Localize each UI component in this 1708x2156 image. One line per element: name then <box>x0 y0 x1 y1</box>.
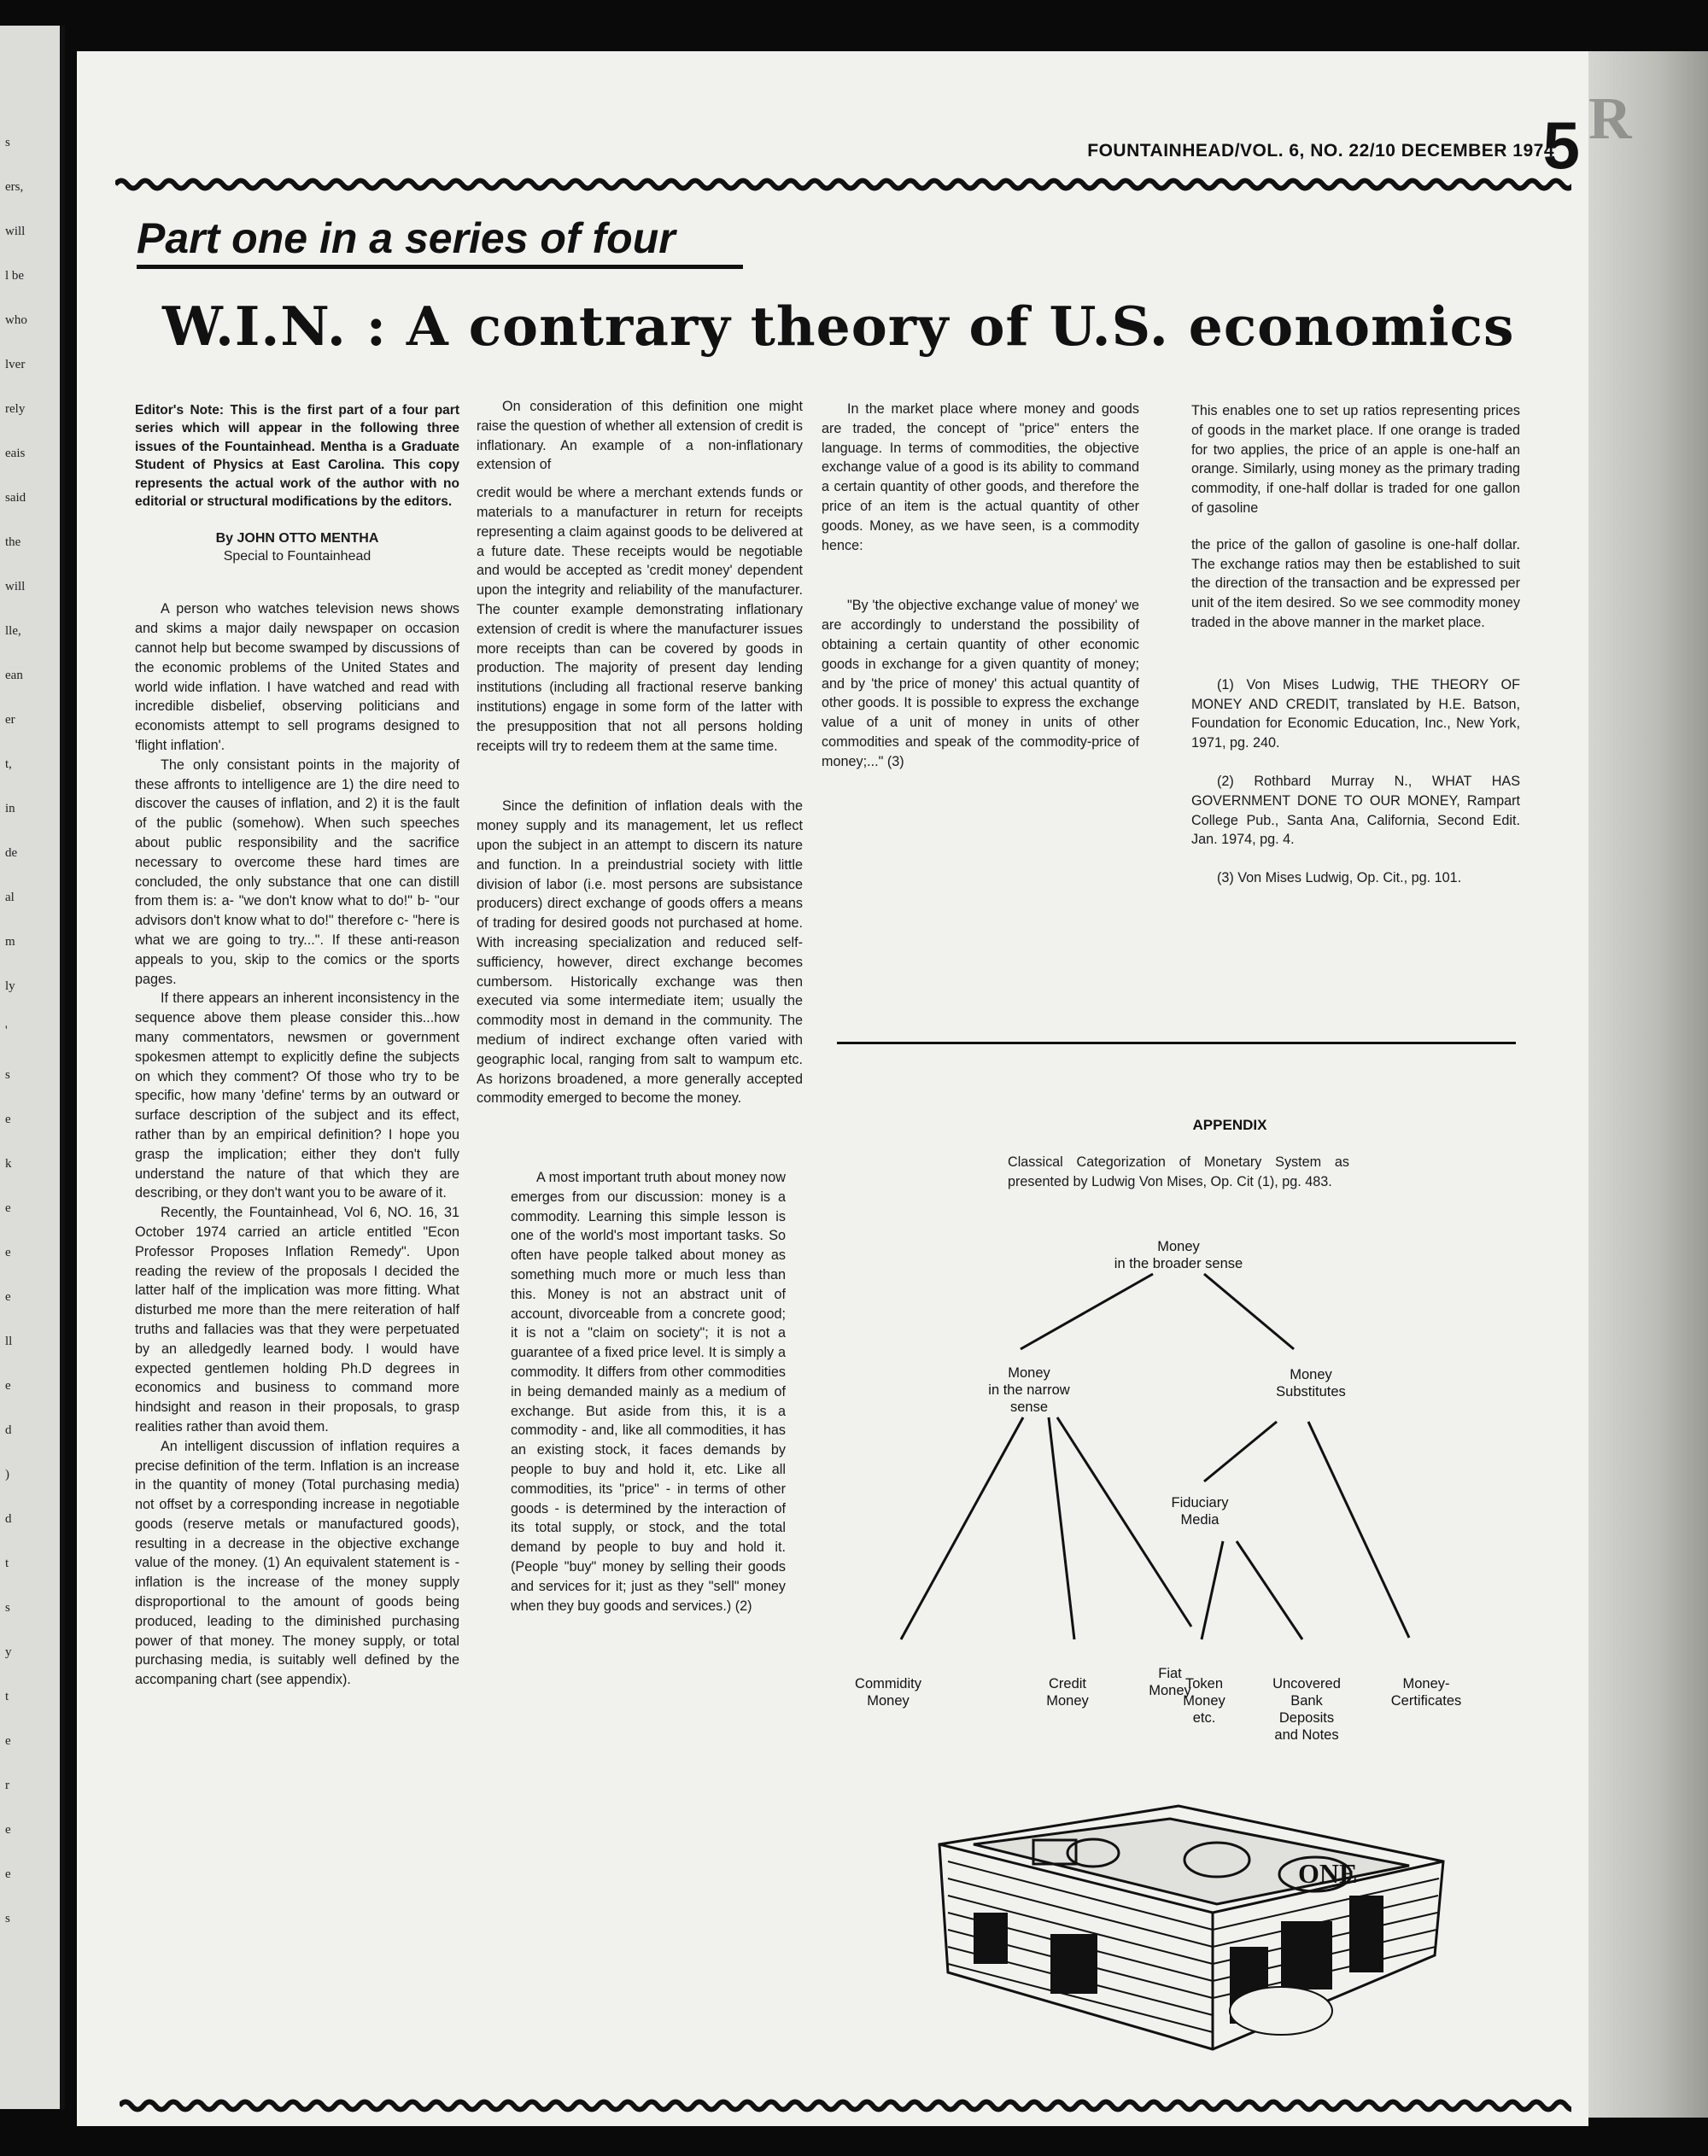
node-token-money <box>1153 1675 1255 1727</box>
paragraph: A most important truth about money now emerges from our discussion: money is a commodity. Learning this simple lesson is one of the world's most important tasks. So often have people talked about money as something much more or much less than this. Money is not an abstract unit of account, divorceable from a concrete good; it is not a "claim on society"; it is not a guarantee of a fixed price level. It is simply a commodity. It differs from other commodities in being demanded mainly as a medium of exchange. But aside from this, it is a commodity - and, like all commodities, it has an existing stock, it faces demands by people to buy and hold it, etc. Like all commodities, its "price" - in terms of other goods - is determined by the interaction of its total supply, or stock, and the total demand by people to buy and hold it. (People "buy" money by selling their goods and services for it; just as they "sell" money when they buy goods and services.) (2) <box>511 1170 786 1614</box>
edge-narrow-commodity <box>901 1417 1023 1639</box>
left-page-fragment: ers, <box>5 180 24 194</box>
left-page-fragment: will <box>5 580 26 593</box>
paragraph: On consideration of this definition one might raise the question of whether all extension of credit is inflationary. An example of a non-inflationary extension of <box>477 399 803 473</box>
editor-note: Editor's Note: This is the first part of a four part series which will appear in the following three issues of the Fountainhead. Mentha is a Graduate Student of Physics at East Carolina. This copy represents the actual work of the author with no editorial or structural modifications by the editors. <box>135 403 459 510</box>
left-page-fragment: k <box>5 1157 12 1171</box>
node-fiduciary-media <box>1140 1494 1260 1528</box>
left-page-fragment: ean <box>5 669 23 682</box>
left-page-fragment: e <box>5 1867 11 1881</box>
left-page-fragment: s <box>5 136 10 149</box>
left-page-fragment: eais <box>5 447 26 460</box>
left-page-fragment: said <box>5 491 26 505</box>
node-label: Fiduciary Media <box>1171 1495 1229 1528</box>
left-page-fragment: lver <box>5 358 26 371</box>
paragraph: Since the definition of inflation deals with the money supply and its management, let us reflect upon the subject in an attempt to discern its nature and function. In a preindustrial society with little division of labor (i.e. most persons are subsistance producers) direct exchange of goods offers a means of trading for desired goods not purchased at home. With increasing specialization and reduced self-sufficiency, however, direct exchange becomes cumbersom. Historically exchange was then executed via some intermediate item; usually the commodity most in demand in the community. The medium of indirect exchange often varied with geographic local, ranging from salt to wampum etc. As horizons broadened, a more generally accepted commodity emerged to become the money. <box>477 798 803 1107</box>
bill-denomination-text: ONE <box>1298 1858 1358 1889</box>
decorative-bottom-rule <box>120 2096 1571 2115</box>
page-number: 5 <box>1542 108 1580 183</box>
node-credit-money <box>1016 1675 1119 1709</box>
left-page-fragment: s <box>5 1068 10 1082</box>
left-page-fragment: e <box>5 1734 11 1748</box>
byline-author: By JOHN OTTO MENTHA <box>215 531 379 546</box>
edge-substitutes-certificates <box>1308 1422 1409 1638</box>
left-page-fragment: rely <box>5 402 26 416</box>
left-page-fragment: ly <box>5 979 15 993</box>
appendix-caption: Classical Categorization of Monetary System as presented by Ludwig Von Mises, Op. Cit (1), pg. 483. <box>1008 1154 1349 1189</box>
left-page-fragment: e <box>5 1379 11 1393</box>
node-uncovered-deposits <box>1247 1675 1366 1744</box>
decorative-top-rule <box>115 175 1571 194</box>
node-label: Money Substitutes <box>1276 1367 1346 1399</box>
left-page-fragment: the <box>5 535 21 549</box>
article-column-3 <box>822 400 1139 791</box>
article-column-2 <box>477 397 803 1634</box>
money-classification-tree <box>811 1204 1580 1759</box>
left-page-fragment: who <box>5 313 27 327</box>
appendix-divider <box>837 1042 1516 1044</box>
footnote: (3) Von Mises Ludwig, Op. Cit., pg. 101. <box>1217 870 1462 886</box>
left-page-fragment: s <box>5 1912 10 1925</box>
series-kicker: Part one in a series of four <box>137 213 743 269</box>
appendix-title: APPENDIX <box>1192 1117 1267 1133</box>
edge-substitutes-fiduciary <box>1204 1422 1277 1481</box>
paragraph: In the market place where money and goods are traded, the concept of "price" enters the language. In terms of commodities, the objective exchange value of a good is its ability to command a certain quantity of other goods, and therefore the price of an item is the actual quantity of other goods. Money, as we have seen, is a commodity hence: <box>822 401 1139 553</box>
node-commodity-money <box>828 1675 948 1709</box>
node-money-broader <box>1093 1238 1264 1272</box>
left-page-fragment: e <box>5 1201 11 1215</box>
headline: W.I.N. : A contrary theory of U.S. economics <box>162 295 1515 358</box>
left-page-fragment: ' <box>5 1024 8 1037</box>
footnote: (2) Rothbard Murray N., WHAT HAS GOVERNMENT DONE TO OUR MONEY, Rampart College Pub., Santa Ana, California, Second Edit. Jan. 1974, pg. 4. <box>1191 773 1520 848</box>
paragraph: The only consistant points in the majority of these affronts to intelligence are 1) the dire need to discover the causes of inflation, and 2) it is the fault of the public (somehow). When such speeches about public responsibility and the sacrifice necessary to overcome these hard times are concluded, the only substance that one can distill from them is: a- "we don't know what to do!" b- "our advisors don't know what to do!" therefore c- "here is what we are going to try...". If these anti-reason appeals to you, skip to the comics or the sports pages. <box>135 757 459 987</box>
left-page-fragment: d <box>5 1512 12 1526</box>
paragraph: the price of the gallon of gasoline is one-half dollar. The exchange ratios may then be established to suit the direction of the transaction and be expressed per unit of the item desired. So we see commodity money traded in the above manner in the market place. <box>1191 536 1520 630</box>
left-page-fragment: de <box>5 846 18 860</box>
node-label: Token Money etc. <box>1183 1676 1225 1726</box>
left-page-fragment: s <box>5 1601 10 1615</box>
paragraph: Recently, the Fountainhead, Vol 6, NO. 16, 31 October 1974 carried an article entitled "Econ Professor Proposes Inflation Remedy". Upon reading the review of the proposals I decided the latter half of the implication was more fitting. What disturbed me more than the mere reiteration of half truths and fallacies was that they were perpetuated by an alledgedly learned body. I would have expected gentlemen holding Ph.D degrees in economics and business to command more hindsight and reason in their proposals, to grasp realities rather than avoid them. <box>135 1205 459 1434</box>
money-stack-illustration <box>922 1793 1452 2092</box>
edge-narrow-credit <box>1049 1417 1074 1639</box>
node-label: Fiat Money <box>1149 1666 1191 1698</box>
left-page-fragment: ll <box>5 1335 13 1348</box>
adjacent-page-right: R <box>1580 51 1708 2118</box>
byline <box>135 529 459 565</box>
node-label: Uncovered Bank Deposits and Notes <box>1272 1676 1341 1743</box>
node-money-narrow <box>956 1364 1102 1416</box>
node-label: Commidity Money <box>855 1676 921 1709</box>
paragraph: An intelligent discussion of inflation requires a precise definition of the term. Inflation is an increase in the quantity of money (Total purchasing media) not offset by a corresponding increase in negotiable goods (reserve metals or manufactured goods), resulting in a decrease in the objective exchange value of the money. (1) An equivalent statement is - inflation is the increase of the money supply disproportional to the amount of goods being produced, leading to the diminished purchasing power of that money. The money supply, or total purchasing media, is suitably well defined by the accompaning chart (see appendix). <box>135 1438 459 1688</box>
byline-affiliation: Special to Fountainhead <box>223 549 371 564</box>
left-page-fragment: e <box>5 1246 11 1259</box>
left-page-fragment: y <box>5 1645 12 1659</box>
block-quote: "By 'the objective exchange value of money' we are accordingly to understand the possibility of obtaining a certain quantity of other economic goods in exchange for a given quantity of money; and by 'the price of money' this actual quantity of other goods. It is possible to express the exchange value of a unit of money in units of other commodities and speak of the commodity-price of money;..." (3) <box>822 598 1139 769</box>
paragraph: credit would be where a merchant extends funds or materials to a manufacturer in return for receipts representing a claim against goods to be delivered at a future date. These receipts would be negotiable and would be accepted as 'credit money' dependent upon the integrity and reliability of the manufacturer. The counter example demonstrating inflationary extension of credit is where the manufacturer issues more receipts than can be covered by goods in production. The majority of present day lending institutions (including all fractional reserve banking institutions) engage in some form of the latter with the presupposition that not all persons holding receipts will try to redeem them at the same time. <box>477 485 803 754</box>
left-page-fragment: t <box>5 1690 9 1703</box>
left-page-fragment: t, <box>5 757 12 771</box>
left-page-fragment: er <box>5 713 15 727</box>
left-page-fragment: l be <box>5 269 25 283</box>
footnote: (1) Von Mises Ludwig, THE THEORY OF MONEY AND CREDIT, translated by H.E. Batson, Foundation for Economic Education, Inc., New York, 1971, pg. 240. <box>1191 676 1520 751</box>
left-page-fragment: r <box>5 1779 9 1792</box>
article-column-1 <box>135 401 459 1690</box>
node-label: Money in the broader sense <box>1114 1239 1243 1271</box>
node-label: Credit Money <box>1046 1676 1089 1709</box>
publication-header: FOUNTAINHEAD/VOL. 6, NO. 22/10 DECEMBER 1974 <box>1087 141 1554 161</box>
left-page-fragment: in <box>5 802 15 815</box>
left-page-fragment: will <box>5 225 26 238</box>
left-page-fragment: lle, <box>5 624 21 638</box>
edge-fiduciary-token <box>1202 1541 1223 1639</box>
edge-fiduciary-uncovered <box>1237 1541 1302 1639</box>
left-page-fragment: ) <box>5 1468 9 1481</box>
node-money-substitutes <box>1238 1366 1383 1400</box>
article-column-4 <box>1191 401 1520 907</box>
left-page-fragment: d <box>5 1423 12 1437</box>
left-page-fragment: e <box>5 1290 11 1304</box>
paragraph: This enables one to set up ratios representing prices of goods in the market place. If one orange is traded for two applies, the price of an apple is one-half an orange. Similarly, using money as the primary trading commodity, if one-half dollar is traded for one gallon of gasoline <box>1191 403 1520 516</box>
left-page-fragment: al <box>5 891 15 904</box>
node-label: Money in the narrow sense <box>988 1365 1070 1415</box>
left-page-fragment: e <box>5 1113 11 1126</box>
paragraph: A person who watches television news shows and skims a major daily newspaper on occasion cannot help but become swamped by discussions of the economic problems of the United States and world wide inflation. I have watched and read with incredible disbelief, observing politicians and economists attempt to sell programs designed to 'flight inflation'. <box>135 601 459 754</box>
edge-root-narrow <box>1021 1274 1153 1349</box>
node-money-certificates <box>1366 1675 1486 1709</box>
edge-root-substitutes <box>1204 1274 1294 1349</box>
adjacent-page-edge <box>0 26 65 2109</box>
node-label: Money- Certificates <box>1390 1676 1462 1709</box>
newspaper-page <box>77 51 1588 2126</box>
left-page-fragment: e <box>5 1823 11 1837</box>
left-page-fragment: m <box>5 935 15 949</box>
paragraph: If there appears an inherent inconsistency in the sequence above them please consider this...how many commentators, newsmen or government spokesmen attempt to explicitly define the subjects on which they comment? Of those who try to be specific, how many 'define' terms by an outward or surface description of the subject and its effect, rather than by an empirical definition? I hope you grasp the implication; either they don't fully understand the nature of that which they are describing, or they don't want you to be aware of it. <box>135 990 459 1201</box>
left-page-fragment: t <box>5 1557 9 1570</box>
